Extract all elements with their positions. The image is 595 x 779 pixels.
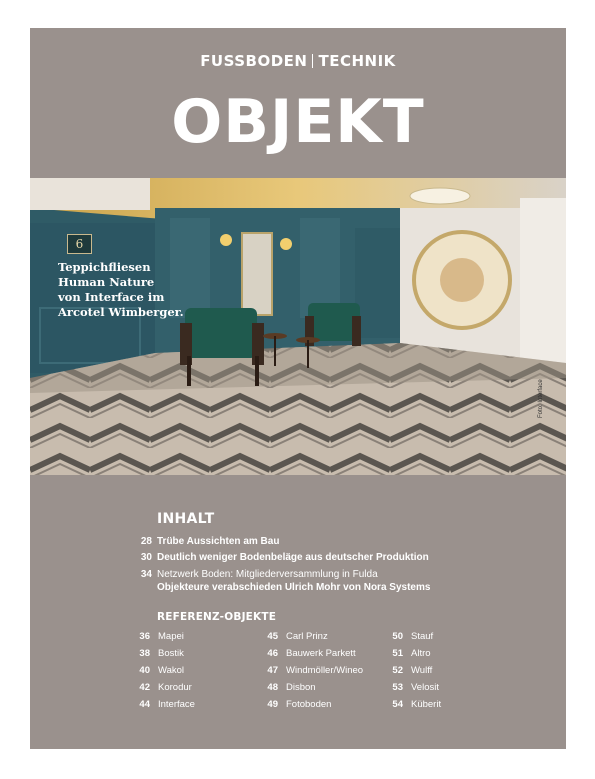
ref-item[interactable]: 49 Fotoboden: [267, 699, 332, 710]
ref-item[interactable]: 42 Korodur: [139, 682, 192, 693]
toc-title: Objekteure verabschieden Ulrich Mohr von Nora Systems: [157, 582, 431, 593]
kicker-right: TECHNIK: [318, 52, 396, 70]
toc-title: Trübe Aussichten am Bau: [157, 536, 280, 547]
toc-title: Deutlich weniger Bodenbeläge aus deutscher Produktion: [157, 552, 429, 563]
ref-item[interactable]: 51 Altro: [392, 648, 431, 659]
magazine-page: [30, 28, 566, 749]
section-kicker: [30, 52, 566, 70]
ref-item[interactable]: 53 Velosit: [392, 682, 439, 693]
ref-item[interactable]: 50 Stauf: [392, 631, 434, 642]
ref-item[interactable]: 38 Bostik: [139, 648, 184, 659]
refs-heading: REFERENZ-OBJEKTE: [157, 611, 277, 623]
ref-item[interactable]: 52 Wulff: [392, 665, 433, 676]
caption-line: von Interface im: [58, 290, 165, 304]
ref-item[interactable]: 48 Disbon: [267, 682, 316, 693]
kicker-left: FUSSBODEN: [200, 52, 308, 70]
hotel-lobby-illustration: [30, 178, 566, 475]
ref-item[interactable]: 44 Interface: [139, 699, 195, 710]
toc-heading: INHALT: [157, 511, 215, 527]
kicker-separator: [312, 54, 313, 68]
caption-line: Human Nature: [58, 275, 155, 289]
ref-item[interactable]: 47 Windmöller/Wineo: [267, 665, 364, 676]
ref-item[interactable]: 40 Wakol: [139, 665, 185, 676]
toc-page-number: 30: [140, 552, 152, 563]
caption-line: Arcotel Wimberger.: [58, 305, 184, 319]
toc-subtitle: Netzwerk Boden: Mitgliederversammlung in Fulda: [157, 569, 378, 580]
photo-caption: [58, 260, 228, 320]
photo-credit: Foto: Interface: [538, 379, 544, 418]
hero-photo: [30, 178, 566, 475]
ref-item[interactable]: 46 Bauwerk Parkett: [267, 648, 356, 659]
toc-page-number: 28: [140, 536, 152, 547]
page-number-badge: 6: [67, 234, 92, 254]
ref-item[interactable]: 45 Carl Prinz: [267, 631, 328, 642]
toc-page-number: 34: [140, 569, 152, 580]
ref-item[interactable]: 36 Mapei: [139, 631, 184, 642]
caption-line: Teppichfliesen: [58, 260, 151, 274]
page-title: OBJEKT: [171, 87, 425, 157]
ref-item[interactable]: 54 Küberit: [392, 699, 442, 710]
